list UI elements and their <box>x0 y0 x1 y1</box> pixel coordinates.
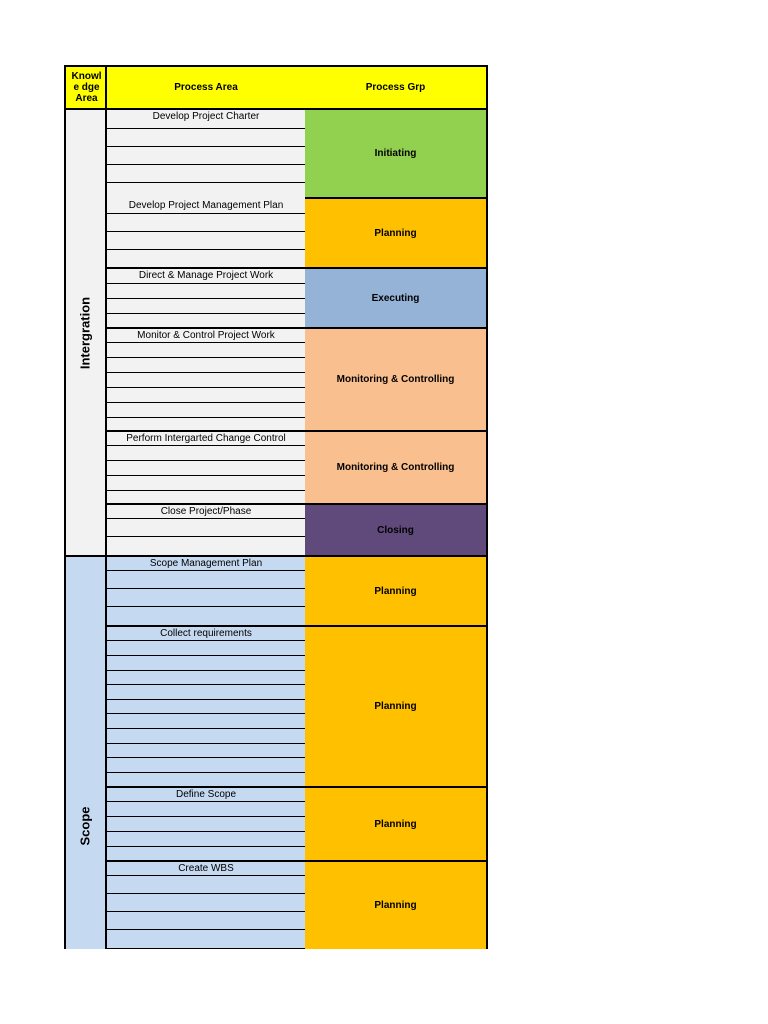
process-area-blank-row <box>105 446 306 461</box>
process-group-planning <box>305 788 488 862</box>
process-area-blank-row <box>105 388 306 403</box>
process-area-blank-row <box>105 930 306 949</box>
process-area-blank-row <box>105 729 306 744</box>
process-area-blank-row <box>105 589 306 607</box>
process-area-title-row <box>105 432 306 446</box>
process-area-blank-row <box>105 250 306 269</box>
process-area-blank-row <box>105 214 306 232</box>
process-group-label: Closing <box>377 524 414 536</box>
process-area-blank-row <box>105 299 306 314</box>
process-group-label: Planning <box>374 227 417 239</box>
process-area-title-row <box>105 329 306 343</box>
process-area-blank-row <box>105 147 306 165</box>
process-group-planning <box>305 862 488 949</box>
knowledge-area-scope <box>64 557 107 949</box>
process-area-blank-row <box>105 373 306 388</box>
process-area-blank-row <box>105 284 306 299</box>
process-area-title-row <box>105 269 306 284</box>
process-group-label: Monitoring & Controlling <box>336 462 455 473</box>
process-group-initiating <box>305 110 488 199</box>
process-area-blank-row <box>105 744 306 758</box>
process-area-blank-row <box>105 700 306 714</box>
process-area-blank-row <box>105 671 306 685</box>
process-area-label: Perform Intergarted Change Control <box>126 433 286 444</box>
process-area-blank-row <box>105 129 306 147</box>
process-area-blank-row <box>105 802 306 817</box>
process-area-blank-row <box>105 685 306 700</box>
header-process-group-label: Process Grp <box>365 82 426 93</box>
process-area-title-row <box>105 788 306 802</box>
process-area-blank-row <box>105 314 306 329</box>
process-area-blank-row <box>105 817 306 832</box>
process-group-label: Planning <box>374 701 417 712</box>
header-process-area-label: Process Area <box>174 82 238 93</box>
header-knowledge-area-label: Knowle dge Area <box>71 71 102 104</box>
process-area-blank-row <box>105 343 306 358</box>
process-area-blank-row <box>105 656 306 671</box>
process-area-title-row <box>105 862 306 876</box>
process-area-blank-row <box>105 232 306 250</box>
knowledge-area-integration-label: Intergration <box>77 296 93 370</box>
process-area-blank-row <box>105 714 306 729</box>
process-area-title-row <box>105 505 306 519</box>
process-area-blank-row <box>105 519 306 537</box>
process-area-blank-row <box>105 758 306 773</box>
process-area-blank-row <box>105 912 306 930</box>
process-area-label: Close Project/Phase <box>160 506 252 517</box>
process-area-title-row <box>105 199 306 214</box>
process-area-label: Create WBS <box>178 863 234 874</box>
process-area-blank-row <box>105 491 306 505</box>
process-area-label: Define Scope <box>175 789 237 800</box>
process-area-blank-row <box>105 403 306 418</box>
process-area-title-row <box>105 627 306 641</box>
process-group-planning <box>305 627 488 788</box>
process-area-label: Develop Project Charter <box>152 111 260 122</box>
process-area-label: Monitor & Control Project Work <box>137 330 275 341</box>
process-area-blank-row <box>105 358 306 373</box>
process-area-label: Collect requirements <box>160 628 252 639</box>
process-area-blank-row <box>105 476 306 491</box>
process-group-monitoring-controlling <box>305 432 488 505</box>
process-area-blank-row <box>105 832 306 847</box>
process-area-blank-row <box>105 418 306 432</box>
process-area-label: Scope Management Plan <box>149 558 263 569</box>
process-area-title-row <box>105 110 306 129</box>
process-group-planning <box>305 199 488 269</box>
process-area-title-row <box>105 557 306 571</box>
process-area-blank-row <box>105 571 306 589</box>
process-area-blank-row <box>105 876 306 894</box>
process-group-executing <box>305 269 488 329</box>
process-group-label: Initiating <box>374 148 417 159</box>
process-area-label: Develop Project Management Plan <box>128 200 284 211</box>
header-process-group <box>305 65 488 110</box>
process-area-blank-row <box>105 165 306 183</box>
process-area-label: Direct & Manage Project Work <box>138 270 274 281</box>
process-area-blank-row <box>105 894 306 912</box>
process-group-label: Monitoring & Controlling <box>336 374 455 385</box>
process-group-planning <box>305 557 488 627</box>
process-group-label: Planning <box>374 818 417 830</box>
process-area-blank-row <box>105 847 306 862</box>
process-group-closing <box>305 505 488 557</box>
process-group-monitoring-controlling <box>305 329 488 432</box>
process-group-label: Planning <box>374 585 417 597</box>
knowledge-area-scope-label: Scope <box>77 806 93 846</box>
process-area-blank-row <box>105 641 306 656</box>
header-knowledge-area <box>64 65 107 110</box>
process-area-blank-row <box>105 461 306 476</box>
process-group-label: Executing <box>371 292 420 304</box>
process-area-blank-row <box>105 537 306 557</box>
header-process-area <box>105 65 307 110</box>
process-area-blank-row <box>105 773 306 788</box>
process-area-blank-row <box>105 607 306 627</box>
process-group-label: Planning <box>374 900 417 911</box>
